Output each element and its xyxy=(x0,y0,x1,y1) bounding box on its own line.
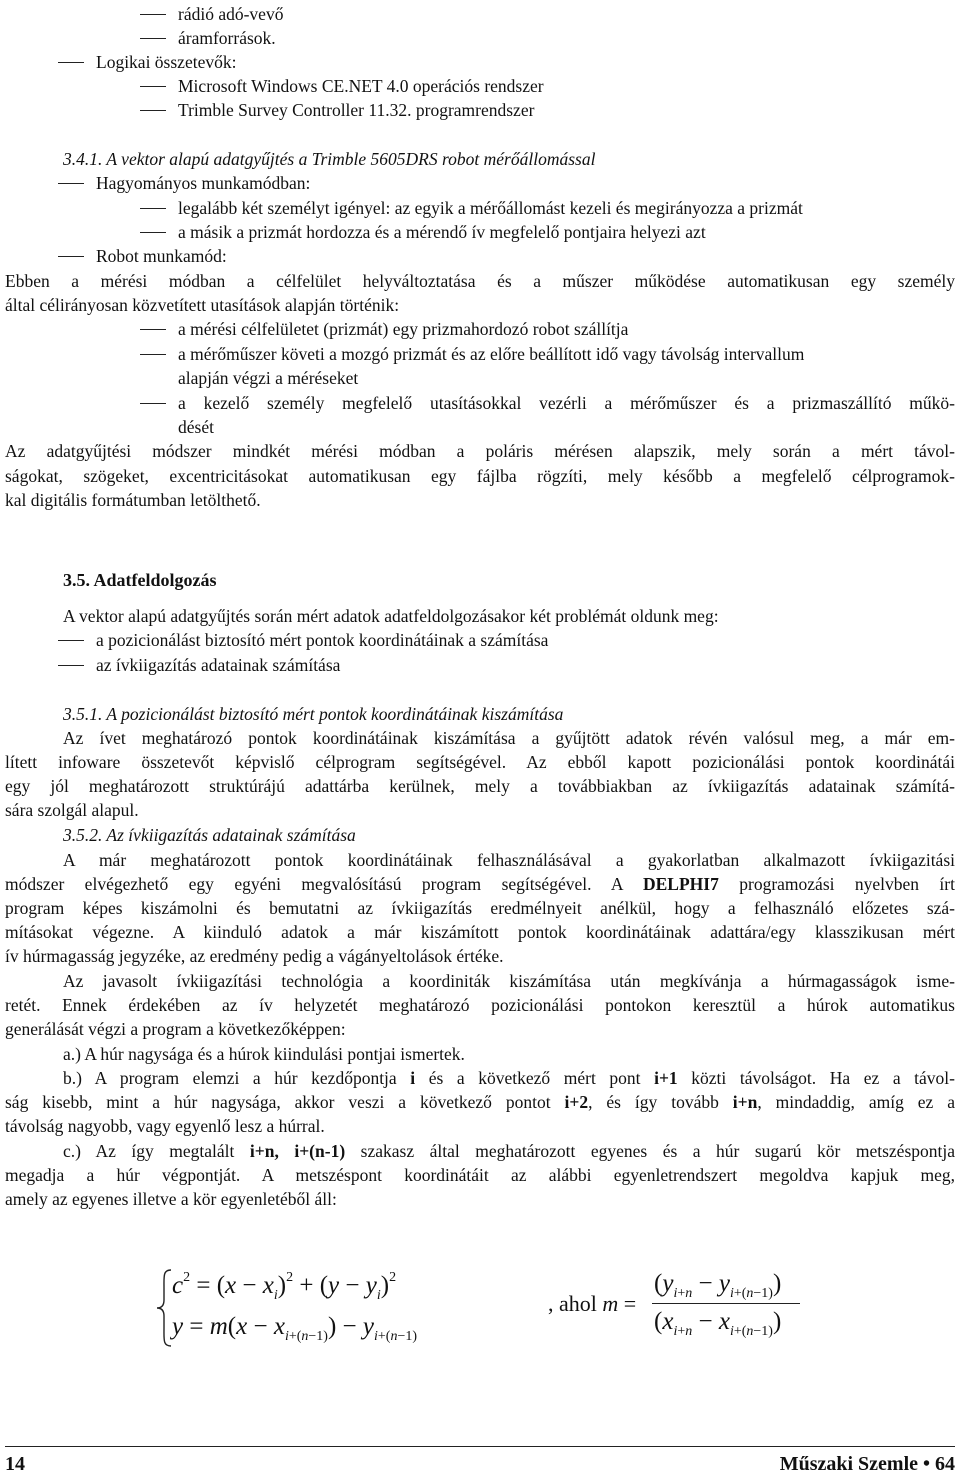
text-run: , mindaddig, amíg ez a xyxy=(757,1092,955,1112)
list-item: alapján végzi a méréseket xyxy=(178,368,359,388)
list-dash xyxy=(140,403,166,404)
paragraph-line: Az ívet meghatározó pontok koordinátáinak kiszámítása a gyűjtött adatok révén valósul meg, a már em- xyxy=(63,728,955,748)
bold-run: i+n, i+(n-1) xyxy=(249,1141,346,1161)
list-item: Trimble Survey Controller 11.32. programrendszer xyxy=(178,100,535,120)
list-item: a mérőműszer követi a mozgó prizmát és az előre beállított idő vagy távolság intervallum xyxy=(178,344,805,364)
paragraph-line: távolság nagyobb, vagy egyenlő lesz a húrral. xyxy=(5,1116,325,1136)
journal-name: Műszaki Szemle • 64 xyxy=(779,1453,955,1475)
paragraph-line: sára szolgál alapul. xyxy=(5,800,139,820)
list-item: Microsoft Windows CE.NET 4.0 operációs rendszer xyxy=(178,76,544,96)
paragraph-line: kal digitális formátumban letölthető. xyxy=(5,490,261,510)
ahol-label: , ahol xyxy=(548,1291,597,1316)
paragraph-line: mításokat végezne. A kiinduló adatok a már kiszámított pontok koordinátáinak adattára/egy klasszikusan mért xyxy=(5,922,955,942)
list-item: a kezelő személy megfelelő utasításokkal vezérli a mérőműszer és a prizmaszállító műkö- xyxy=(178,393,955,413)
text-run: szakasz által meghatározott egyenes és a húr sugarú kör metszéspontja xyxy=(345,1141,955,1161)
paragraph-line: Az javasolt ívkiigazítási technológia a koordiniták kiszámítása után megkívánja a húrmagasságok isme- xyxy=(63,971,955,991)
list-dash xyxy=(140,38,166,39)
list-heading: Logikai összetevők: xyxy=(96,52,237,72)
paragraph-line: egy jól meghatározott struktúrájú adattárba kerülnek, mely a továbbiakban az ívkiigazítás adatainak számítá- xyxy=(5,776,955,796)
paragraph-line: lített infoware összetevőt képvislő célprogram segítségével. Az ebből kapott pozicionálási pontok koordinátái xyxy=(5,752,955,772)
equation-circle: $c^2 = (x - x_i)^2 + (y - y_i)^2$ xyxy=(172,1270,397,1303)
bold-run: i+n xyxy=(732,1092,758,1112)
text-run: közti távolságot. Ha ez a távol- xyxy=(677,1068,955,1088)
bold-run: i+2 xyxy=(564,1092,589,1112)
list-dash xyxy=(140,86,166,87)
text-run: c.) Az így megtalált xyxy=(63,1141,250,1161)
page-number: 14 xyxy=(5,1453,25,1475)
list-dash xyxy=(58,62,84,63)
list-dash xyxy=(140,329,166,330)
list-item: legalább két személyt igényel: az egyik a mérőállomást kezeli és megirányozza a prizmát xyxy=(178,198,803,218)
list-item: dését xyxy=(178,417,214,437)
list-dash xyxy=(58,640,84,641)
bold-run: i+1 xyxy=(654,1068,678,1088)
paragraph-line: megadja a húr végpontját. A metszéspont koordinátáit az alábbi egyenletrendszert megoldva kapjuk meg, xyxy=(5,1165,955,1185)
section-heading: 3.4.1. A vektor alapú adatgyűjtés a Trimble 5605DRS robot mérőállomással xyxy=(63,149,596,169)
bold-run: i xyxy=(410,1068,416,1088)
list-item: a másik a prizmát hordozza és a mérendő ív megfelelő pontjaira helyezi azt xyxy=(178,222,706,242)
list-heading: Hagyományos munkamódban: xyxy=(96,173,311,193)
equation-slope-numerator: $(y_{i+n} - y_{i+(n-1)})$ xyxy=(654,1270,782,1301)
paragraph-line xyxy=(5,873,955,895)
bold-run: DELPHI7 xyxy=(642,874,719,894)
list-dash xyxy=(58,183,84,184)
list-item: rádió adó-vevő xyxy=(178,4,284,24)
paragraph-line: által célirányosan közvetített utasítások alapján történik: xyxy=(5,295,400,315)
text-run: módszer elvégezhető egy egyéni megvalósítású program segítségével. A xyxy=(5,874,643,894)
paragraph-line: ságokat, szögeket, excentricitásokat automatikusan egy fájlba rögzíti, mely később a megfelelő célprogramok- xyxy=(5,466,955,486)
paragraph-line xyxy=(63,1140,955,1162)
brace-icon xyxy=(155,1268,173,1348)
list-item: áramforrások. xyxy=(178,28,276,48)
list-item: a mérési célfelületet (prizmát) egy prizmahordozó robot szállítja xyxy=(178,319,629,339)
paragraph-line xyxy=(5,1091,955,1113)
list-item: az ívkiigazítás adatainak számítása xyxy=(96,655,341,675)
paragraph-line: retét. Ennek érdekében az ív helyzetét meghatározó pozicionálási pontokon keresztül a húrok automatikus xyxy=(5,995,955,1015)
list-heading: Robot munkamód: xyxy=(96,246,227,266)
paragraph-line: Az adatgyűjtési módszer mindkét mérési módban a poláris mérésen alapszik, mely során a mért távol- xyxy=(5,441,955,461)
equation-line: $y = m(x - x_{i+(n-1)}) - y_{i+(n-1)}$ xyxy=(172,1313,418,1344)
section-heading: 3.5. Adatfeldolgozás xyxy=(63,570,217,590)
paragraph-line: amely az egyenes illetve a kör egyenletéből áll: xyxy=(5,1189,337,1209)
text-run: , és így tovább xyxy=(588,1092,733,1112)
paragraph-line: Ebben a mérési módban a célfelület helyváltoztatása és a műszer működése automatikusan egy személy xyxy=(5,271,955,291)
paragraph-line: generálását végzi a program a következőképpen: xyxy=(5,1019,346,1039)
list-dash xyxy=(140,110,166,111)
text-run: ság kisebb, mint a húr nagysága, akkor veszi a következő pontot xyxy=(5,1092,565,1112)
equation-slope-denominator: $(x_{i+n} - x_{i+(n-1)})$ xyxy=(654,1308,782,1339)
paragraph-line: a.) A húr nagysága és a húrok kiindulási pontjai ismertek. xyxy=(63,1044,465,1064)
paragraph-line: ív húrmagasság jegyzéke, az eredmény pedig a vágányeltolások értéke. xyxy=(5,946,504,966)
text-run: programozási nyelvben írt xyxy=(718,874,955,894)
text-run: b.) A program elemzi a húr kezdőpontja xyxy=(63,1068,411,1088)
list-dash xyxy=(58,665,84,666)
list-dash xyxy=(140,354,166,355)
paragraph-line: program képes kiszámolni és bemutatni az ívkiigazítás eredmélnyeit anélkül, hogy a felhasználó előzetes szá- xyxy=(5,898,955,918)
list-item: a pozicionálást biztosító mért pontok koordinátáinak a számítása xyxy=(96,630,549,650)
list-dash xyxy=(140,208,166,209)
section-heading: 3.5.1. A pozicionálást biztosító mért pontok koordinátáinak kiszámítása xyxy=(63,704,564,724)
list-dash xyxy=(58,256,84,257)
list-dash xyxy=(140,232,166,233)
list-dash xyxy=(140,14,166,15)
section-heading: 3.5.2. Az ívkiigazítás adatainak számítása xyxy=(63,825,356,845)
text-run: és a következő mért pont xyxy=(415,1068,655,1088)
paragraph-line: A vektor alapú adatgyűjtés során mért adatok adatfeldolgozásakor két problémát oldunk meg: xyxy=(63,606,719,626)
paragraph-line xyxy=(63,1067,955,1089)
footer-rule xyxy=(5,1446,955,1447)
equation-ahol: , ahol m = xyxy=(548,1291,637,1316)
paragraph-line: A már meghatározott pontok koordinátáinak felhasználásával a gyakorlatban alkalmazott ívkiigazitási xyxy=(63,850,955,870)
fraction-bar xyxy=(652,1303,800,1304)
